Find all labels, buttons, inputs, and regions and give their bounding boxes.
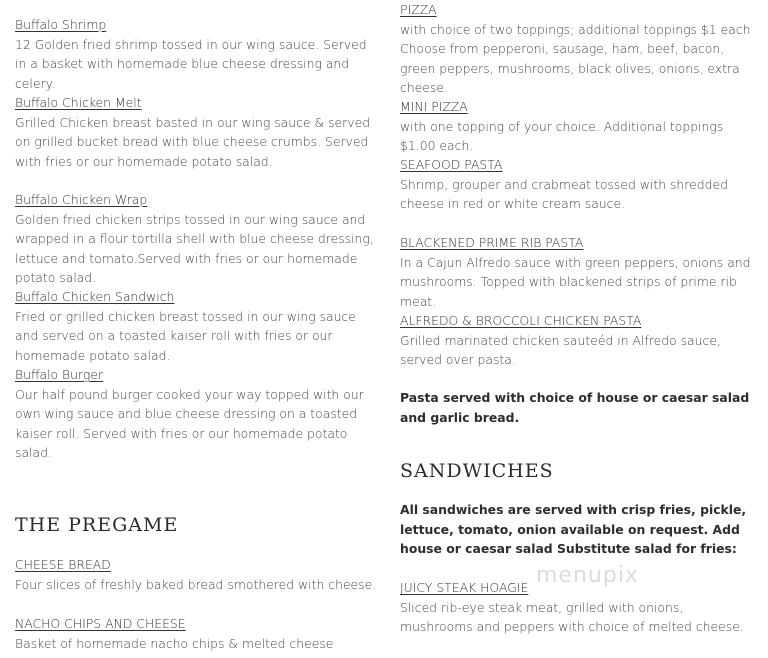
item-name: CHEESE BREAD: [15, 557, 111, 572]
menu-item: [15, 15, 381, 93]
menu-item: [15, 287, 381, 365]
menu-item: [15, 555, 381, 594]
item-description: Shrimp, grouper and crabmeat tossed with shredded cheese in red or white cream sauce.: [400, 176, 728, 211]
item-name: JUICY STEAK HOAGIE: [400, 580, 529, 595]
item-description: In a Cajun Alfredo sauce with green peppers, onions and mushrooms. Topped with blackened strips of prime rib meat.: [400, 254, 751, 309]
menu-item: [400, 97, 760, 156]
item-description: 12 Golden fried shrimp tossed in our wing sauce. Served in a basket with homemade blue cheese dressing and celery.: [15, 36, 367, 91]
item-name: PIZZA: [400, 2, 437, 17]
menu-item: [400, 311, 756, 370]
item-description: with choice of two toppings; additional toppings $1 each Choose from pepperoni, sausage, ham, beef, bacon, green peppers, mushrooms, black olives, onions, extra cheese.: [400, 21, 751, 95]
item-name: MINI PIZZA: [400, 99, 468, 114]
pasta-note: Pasta served with choice of house or caesar salad and garlic bread.: [400, 390, 750, 425]
item-description: Golden fried chicken strips tossed in our wing sauce and wrapped in a flour tortilla shell with blue cheese dressing, lettuce and tomato.Served with fries or our homemade potato salad.: [15, 211, 374, 285]
watermark: menupix: [536, 563, 639, 588]
item-description: Sliced rib-eye steak meat, grilled with onions, mushrooms and peppers with choice of melted cheese.: [400, 599, 744, 634]
menu-item: [15, 190, 381, 288]
section-title-pregame: THE PREGAME: [15, 514, 179, 536]
menu-item: [400, 155, 756, 214]
menu-item: [15, 93, 381, 171]
item-description: Grilled marinated chicken sauteéd in Alfredo sauce, served over pasta.: [400, 332, 721, 367]
item-name: Buffalo Chicken Wrap: [15, 192, 148, 207]
menu-item: [15, 365, 381, 463]
item-name: Buffalo Chicken Sandwich: [15, 289, 175, 304]
item-name: Buffalo Burger: [15, 367, 104, 382]
item-description: Our half pound burger cooked your way topped with our own wing sauce and blue cheese dressing on a toasted kaiser roll. Served with fries or our homemade potato salad.: [15, 386, 364, 460]
section-title-sandwiches: SANDWICHES: [400, 460, 554, 482]
item-description: Four slices of freshly baked bread smothered with cheese.: [15, 576, 377, 592]
menu-item: [400, 0, 756, 98]
menu-item: [400, 233, 756, 311]
item-name: Buffalo Shrimp: [15, 17, 107, 32]
item-description: Basket of homemade nacho chips & melted cheese: [15, 635, 334, 651]
item-description: Grilled Chicken breast basted in our wing sauce & served on grilled bucket bread with blue cheese crumbs. Served with fries or our homemade potato salad.: [15, 114, 371, 169]
item-description: with one topping of your choice. Additional toppings $1.00 each.: [400, 118, 724, 153]
item-description: Fried or grilled chicken breast tossed in our wing sauce and served on a toasted kaiser roll with fries or our homemade potato salad.: [15, 308, 356, 363]
item-name: SEAFOOD PASTA: [400, 157, 503, 172]
menu-item: [15, 614, 381, 653]
item-name: Buffalo Chicken Melt: [15, 95, 142, 110]
item-name: BLACKENED PRIME RIB PASTA: [400, 235, 584, 250]
item-name: ALFREDO & BROCCOLI CHICKEN PASTA: [400, 313, 642, 328]
item-name: NACHO CHIPS AND CHEESE: [15, 616, 186, 631]
sandwiches-note: All sandwiches are served with crisp fries, pickle, lettuce, tomato, onion available on request. Add house or caesar salad Substitute salad for fries:: [400, 502, 747, 556]
